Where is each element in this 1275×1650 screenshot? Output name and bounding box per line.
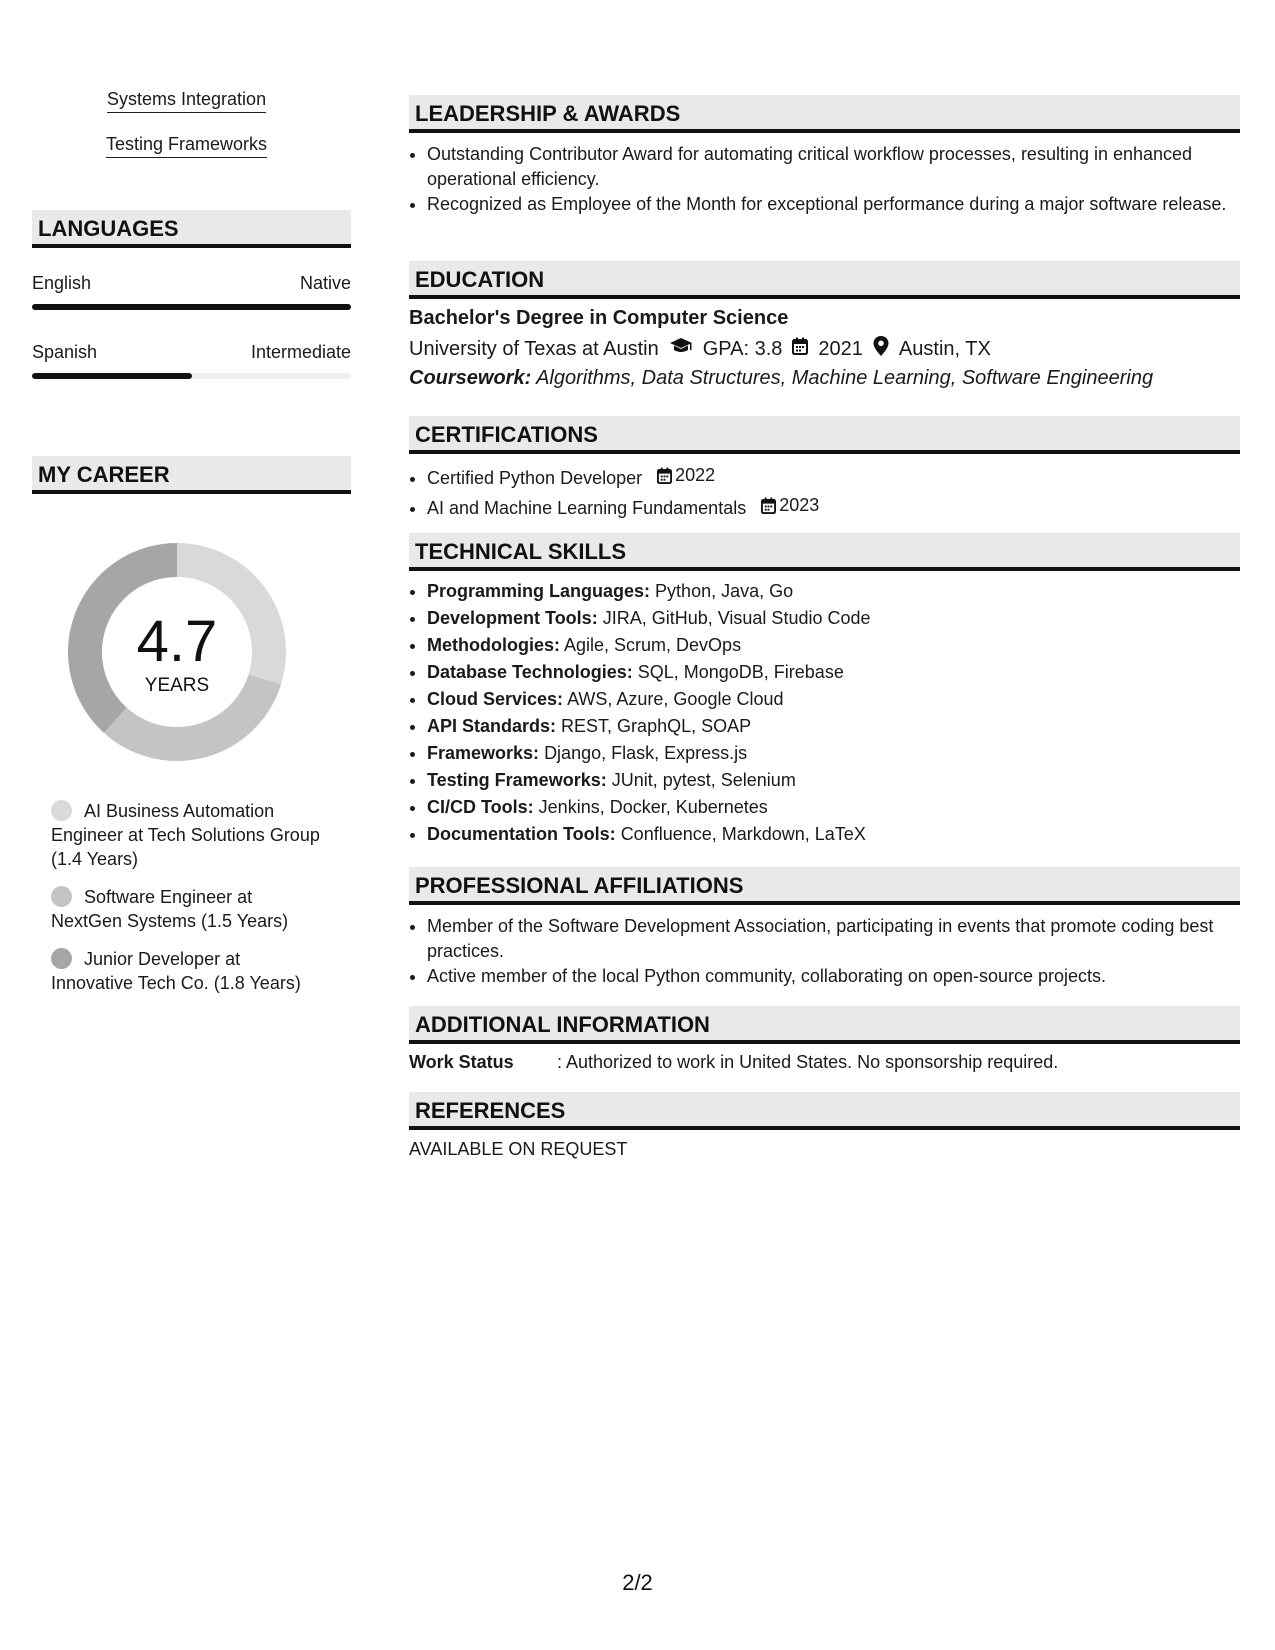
language-bar-spanish (32, 373, 351, 379)
skill-label: Frameworks: (427, 743, 540, 763)
work-status-row (409, 1052, 1058, 1073)
skill-label: Database Technologies: (427, 662, 633, 682)
calendar-icon (761, 497, 776, 514)
skill-value: Django, Flask, Express.js (544, 743, 748, 763)
language-bar-fill (32, 304, 351, 310)
leadership-heading (409, 95, 1240, 133)
leadership-list (409, 142, 1240, 217)
coursework-label: Coursework: (409, 367, 532, 389)
list-item: • Outstanding Contributor Award for automating critical workflow processes, resulting in enhanced operational efficiency. (427, 142, 1240, 192)
career-legend-text: AI Business Automation Engineer at Tech Solutions Group (1.4 Years) (51, 801, 320, 869)
education-details (409, 336, 991, 362)
skill-label: Methodologies: (427, 635, 560, 655)
location-pin-icon (873, 336, 889, 362)
coursework (409, 367, 1153, 390)
skill-item (427, 605, 1240, 632)
leadership-title: LEADERSHIP & AWARDS (415, 101, 681, 126)
skill-item (427, 713, 1240, 740)
career-legend-item (51, 947, 313, 995)
skill-item (427, 740, 1240, 767)
certifications-title: CERTIFICATIONS (415, 422, 598, 447)
skill-value: Agile, Scrum, DevOps (564, 635, 742, 655)
graduation-year: 2021 (818, 337, 863, 360)
skill-value: Jenkins, Docker, Kubernetes (538, 797, 768, 817)
skill-item (427, 767, 1240, 794)
career-heading (32, 456, 351, 494)
skill-tag: Testing Frameworks (106, 133, 267, 158)
skill-value: JIRA, GitHub, Visual Studio Code (602, 608, 871, 628)
language-bar-fill (32, 373, 192, 379)
education-title: EDUCATION (415, 267, 545, 292)
additional-info-title: ADDITIONAL INFORMATION (415, 1012, 710, 1037)
affiliations-title: PROFESSIONAL AFFILIATIONS (415, 873, 744, 898)
language-name: English (32, 273, 92, 293)
skill-label: Documentation Tools: (427, 824, 616, 844)
skill-tag: Systems Integration (107, 88, 266, 113)
language-level: Native (299, 273, 351, 293)
affiliations-list (409, 914, 1240, 989)
career-total-unit: YEARS (144, 675, 210, 696)
skill-value: SQL, MongoDB, Firebase (637, 662, 844, 682)
skill-item (427, 821, 1240, 848)
gpa: GPA: 3.8 (702, 337, 783, 360)
technical-skills-title: TECHNICAL SKILLS (415, 539, 627, 564)
calendar-icon (792, 337, 808, 361)
education-heading (409, 261, 1240, 299)
skill-label: CI/CD Tools: (427, 797, 534, 817)
list-item (427, 462, 1240, 492)
legend-dot-icon (51, 800, 72, 821)
career-legend-item (51, 799, 321, 871)
graduation-cap-icon (669, 337, 693, 361)
skill-label: API Standards: (427, 716, 557, 736)
certification-name: Certified Python Developer (427, 468, 643, 488)
skill-item (427, 632, 1240, 659)
certification-name: AI and Machine Learning Fundamentals (427, 498, 747, 518)
references-text: AVAILABLE ON REQUEST (409, 1139, 628, 1159)
certifications-heading (409, 416, 1240, 454)
list-item (427, 492, 1240, 522)
education-location: Austin, TX (898, 337, 991, 360)
skill-item (427, 794, 1240, 821)
skill-value: Python, Java, Go (655, 581, 794, 601)
technical-skills-heading (409, 533, 1240, 571)
legend-dot-icon (51, 886, 72, 907)
skill-item (427, 686, 1240, 713)
calendar-icon (657, 467, 672, 484)
skill-label: Programming Languages: (427, 581, 651, 601)
career-title: MY CAREER (38, 462, 170, 487)
language-level: Intermediate (250, 342, 351, 362)
technical-skills-list (409, 578, 1240, 848)
languages-title: LANGUAGES (38, 216, 179, 241)
affiliations-heading (409, 867, 1240, 905)
career-total-years: 4.7 (136, 609, 218, 674)
skill-label: Cloud Services: (427, 689, 564, 709)
certifications-list (409, 462, 1240, 522)
legend-dot-icon (51, 948, 72, 969)
list-item: • Recognized as Employee of the Month for exceptional performance during a major software release. (427, 192, 1240, 217)
school-name: University of Texas at Austin (409, 337, 659, 360)
skill-label: Development Tools: (427, 608, 598, 628)
list-item: • Member of the Software Development Association, participating in events that promote coding best practices. (427, 914, 1240, 964)
references-heading (409, 1092, 1240, 1130)
certification-year: 2022 (675, 465, 716, 485)
list-item: • Active member of the local Python community, collaborating on open-source projects. (427, 964, 1240, 989)
coursework-list: Algorithms, Data Structures, Machine Learning, Software Engineering (536, 367, 1154, 389)
certification-year: 2023 (779, 495, 820, 515)
career-legend-item (51, 885, 321, 933)
language-name: Spanish (32, 342, 98, 362)
skill-item (427, 578, 1240, 605)
skill-value: REST, GraphQL, SOAP (561, 716, 752, 736)
degree-title: Bachelor's Degree in Computer Science (409, 307, 789, 329)
skill-item (427, 659, 1240, 686)
additional-info-heading (409, 1006, 1240, 1044)
references-title: REFERENCES (415, 1098, 566, 1123)
career-legend-text: Software Engineer at NextGen Systems (1.5 Years) (51, 887, 289, 931)
skill-value: JUnit, pytest, Selenium (611, 770, 796, 790)
skill-value: AWS, Azure, Google Cloud (567, 689, 784, 709)
languages-heading (32, 210, 351, 248)
language-bar-english (32, 304, 351, 310)
skill-label: Testing Frameworks: (427, 770, 607, 790)
work-status-label: Work Status (409, 1052, 514, 1072)
career-legend-text: Junior Developer at Innovative Tech Co. (1.8 Years) (51, 949, 301, 993)
career-donut-chart (66, 541, 288, 763)
page-number: 2/2 (622, 1570, 653, 1595)
work-status-value: : Authorized to work in United States. No sponsorship required. (557, 1052, 1059, 1072)
skill-value: Confluence, Markdown, LaTeX (620, 824, 866, 844)
